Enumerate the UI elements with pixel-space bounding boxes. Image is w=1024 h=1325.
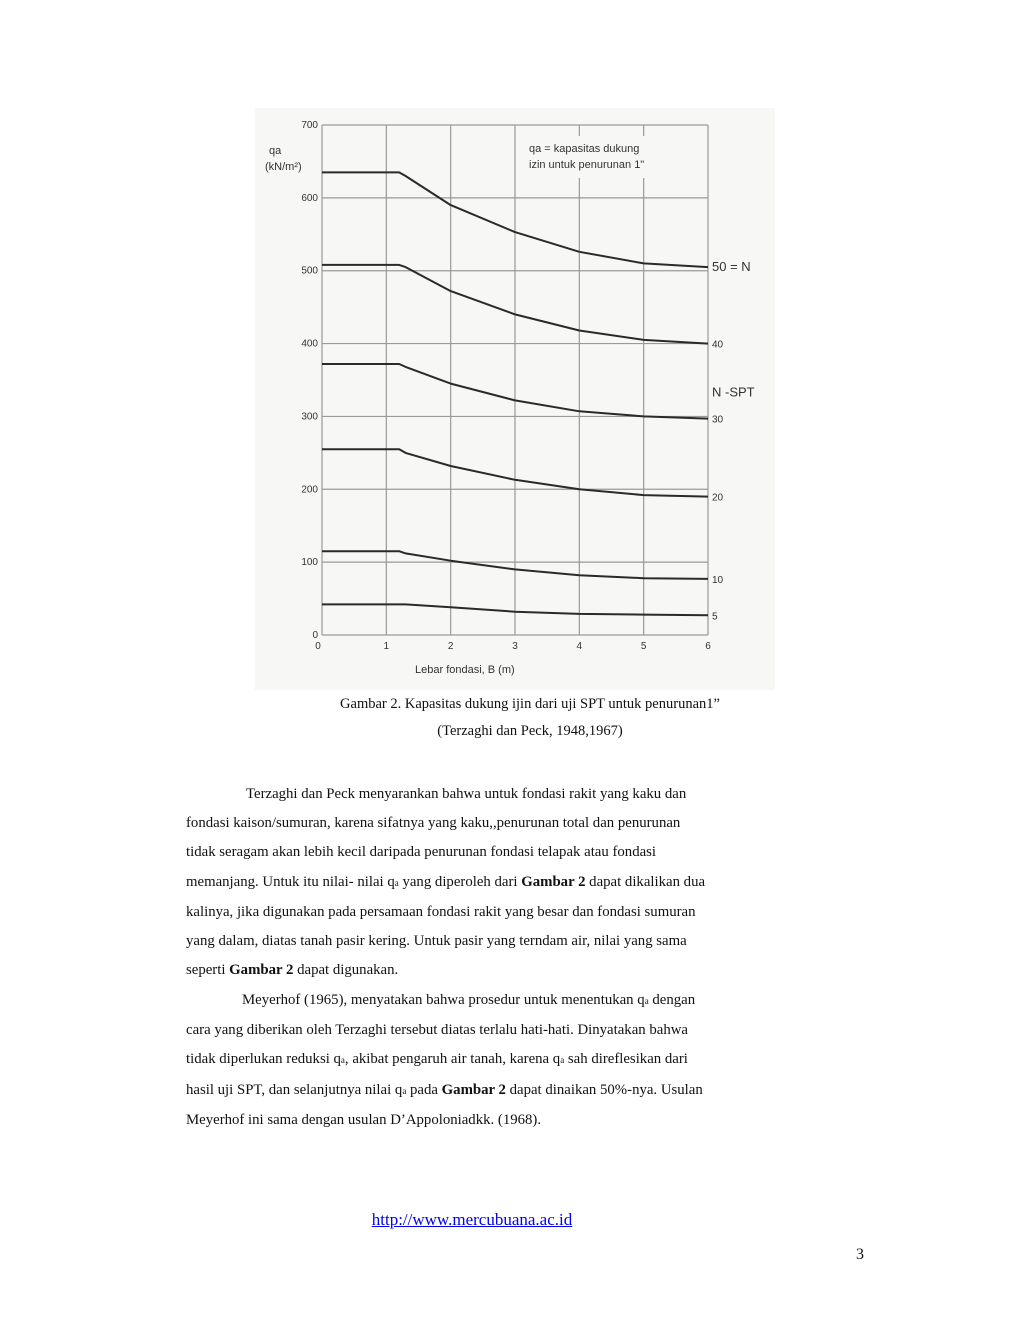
x-tick-2: 2 xyxy=(447,641,454,652)
subscript: a xyxy=(340,1055,345,1066)
p2-line-3 xyxy=(186,1045,786,1075)
paragraph-meyerhof xyxy=(186,986,786,1135)
figure-reference: Gambar 2 xyxy=(441,1081,506,1098)
y-axis-symbol: qa xyxy=(269,145,282,157)
x-tick-0: 0 xyxy=(315,641,321,652)
p1-line-4 xyxy=(186,868,786,898)
series-end-label-6: 5 xyxy=(712,611,718,623)
spt-bearing-capacity-chart xyxy=(255,108,775,690)
subscript: a xyxy=(644,996,649,1006)
text: yang diperoleh dari xyxy=(398,873,522,890)
y-tick-700: 700 xyxy=(301,120,318,131)
p1-line-5: kalinya, jika digunakan pada persamaan fondasi rakit yang besar dan fondasi sumuran xyxy=(186,903,696,920)
text: tidak diperlukan reduksi q xyxy=(186,1051,341,1068)
x-tick-1: 1 xyxy=(383,641,390,652)
figure-reference: Gambar 2 xyxy=(521,873,586,890)
figure-caption-line-1: Gambar 2. Kapasitas dukung ijin dari uji SPT untuk penurunan1” xyxy=(340,696,720,712)
text: sah direflesikan dari xyxy=(564,1051,688,1068)
text: hasil uji SPT, dan selanjutnya nilai q xyxy=(186,1081,403,1098)
y-tick-600: 600 xyxy=(301,192,318,204)
text: memanjang. Untuk itu nilai- nilai q xyxy=(186,873,395,890)
paragraph-terzaghi-peck xyxy=(186,780,786,985)
p1-line-7 xyxy=(186,956,786,985)
y-tick-100: 100 xyxy=(301,557,318,569)
text: dapat digunakan. xyxy=(293,962,399,979)
series-end-label-1: 50 = N xyxy=(712,259,751,275)
chart-svg xyxy=(255,108,775,690)
x-tick-4: 4 xyxy=(576,641,583,652)
x-axis-label: Lebar fondasi, B (m) xyxy=(415,664,515,676)
y-tick-400: 400 xyxy=(301,338,318,350)
series-end-label-4: 20 xyxy=(712,492,724,504)
y-tick-500: 500 xyxy=(301,265,318,277)
x-tick-3: 3 xyxy=(512,641,518,652)
y-tick-0: 0 xyxy=(312,630,318,641)
text: Meyerhof (1965), menyatakan bahwa prosedur untuk menentukan q xyxy=(242,992,645,1008)
p1-line-3: tidak seragam akan lebih kecil daripada penurunan fondasi telapak atau fondasi xyxy=(186,844,657,861)
p1-line-2: fondasi kaison/sumuran, karena sifatnya yang kaku,,penurunan total dan penurunan xyxy=(186,815,681,832)
text: seperti xyxy=(186,962,230,979)
text: dengan xyxy=(648,992,696,1008)
y-tick-200: 200 xyxy=(301,484,318,496)
p2-line-1 xyxy=(186,986,786,1016)
x-tick-6: 6 xyxy=(705,641,711,652)
legend-line-2: izin untuk penurunan 1" xyxy=(529,159,645,171)
x-tick-5: 5 xyxy=(640,641,647,652)
subscript: a xyxy=(402,1085,407,1096)
figure-reference: Gambar 2 xyxy=(229,962,294,979)
text: dapat dikalikan dua xyxy=(585,873,706,890)
series-axis-label: N -SPT xyxy=(712,384,755,400)
series-end-label-3: 30 xyxy=(712,414,724,426)
p2-line-5: Meyerhof ini sama dengan usulan D’Appoloniadkk. (1968). xyxy=(186,1111,542,1128)
p1-line-1: Terzaghi dan Peck menyarankan bahwa untuk fondasi rakit yang kaku dan xyxy=(246,786,687,802)
subscript: a xyxy=(394,877,399,888)
text: dapat dinaikan 50%-nya. Usulan xyxy=(505,1081,703,1098)
figure-caption-line-2: (Terzaghi dan Peck, 1948,1967) xyxy=(437,723,623,739)
y-tick-300: 300 xyxy=(301,411,318,423)
p2-line-2: cara yang diberikan oleh Terzaghi tersebut diatas terlalu hati-hati. Dinyatakan bahwa xyxy=(186,1022,688,1039)
series-end-label-2: 40 xyxy=(712,339,724,351)
mercubuana-link[interactable]: http://www.mercubuana.ac.id xyxy=(371,1210,573,1229)
p1-line-6: yang dalam, diatas tanah pasir kering. Untuk pasir yang terndam air, nilai yang sama xyxy=(186,933,687,950)
text: pada xyxy=(406,1081,442,1098)
series-end-label-5: 10 xyxy=(712,574,724,586)
y-axis-unit: (kN/m²) xyxy=(265,161,302,173)
p2-line-4 xyxy=(186,1076,786,1106)
subscript: a xyxy=(560,1055,565,1066)
legend-line-1: qa = kapasitas dukung xyxy=(529,143,640,155)
text: , akibat pengaruh air tanah, karena q xyxy=(344,1051,561,1068)
page-number: 3 xyxy=(856,1246,864,1263)
